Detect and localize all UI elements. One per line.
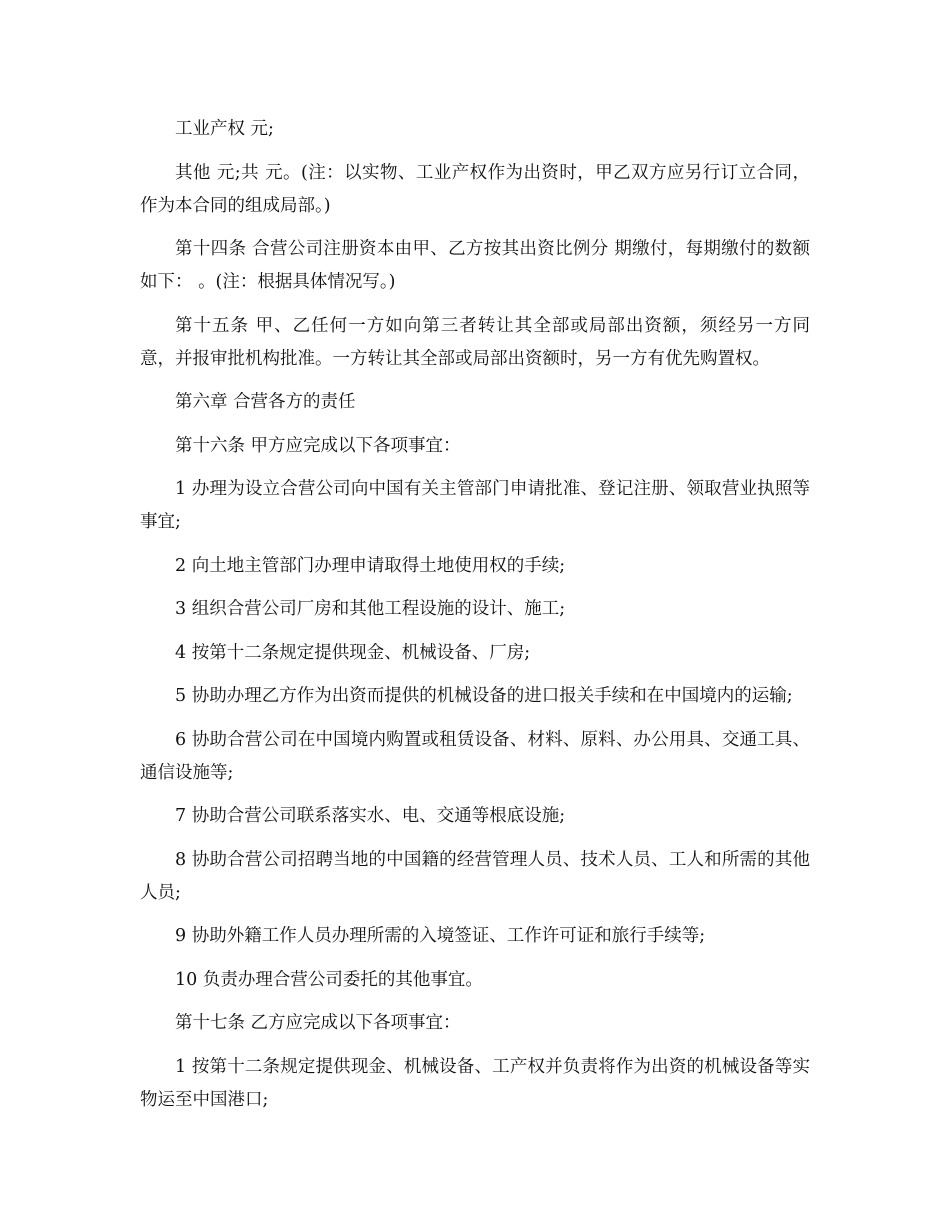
list-item-16-9: 9 协助外籍工作人员办理所需的入境签证、工作许可证和旅行手续等;: [175, 926, 706, 946]
paragraph-article-17: 第十七条 乙方应完成以下各项事宜：: [175, 1013, 461, 1033]
list-item-16-7: 7 协助合营公司联系落实水、电、交通等根底设施;: [175, 806, 566, 826]
list-item-16-6: 6 协助合营公司在中国境内购置或租赁设备、材料、原料、办公用具、交通工具、通信设施等;: [140, 729, 810, 783]
list-item-17-1: 1 按第十二条规定提供现金、机械设备、工产权并负责将作为出资的机械设备等实物运至中国港口;: [140, 1056, 810, 1110]
list-item-16-4: 4 按第十二条规定提供现金、机械设备、厂房;: [175, 642, 531, 663]
paragraph-article-15: 第十五条 甲、乙任何一方如向第三者转让其全部或局部出资额，须经另一方同意，并报审批机构批准。一方转让其全部或局部出资额时，另一方有优先购置权。: [140, 315, 810, 369]
list-item-16-2: 2 向土地主管部门办理申请取得土地使用权的手续;: [175, 555, 566, 576]
list-item-16-3: 3 组织合营公司厂房和其他工程设施的设计、施工;: [175, 599, 566, 619]
paragraph-industrial-property: 工业产权 元;: [175, 119, 274, 139]
document-body: [140, 113, 810, 1127]
list-item-16-1: 1 办理为设立合营公司向中国有关主管部门申请批准、登记注册、领取营业执照等事宜;: [140, 479, 810, 532]
paragraph-other-total: 其他 元;共 元。(注：以实物、工业产权作为出资时，甲乙双方应另行订立合同，作为本合同的组成局部。): [140, 162, 810, 216]
list-item-16-8: 8 协助合营公司招聘当地的中国籍的经营管理人员、技术人员、工人和所需的其他人员;: [140, 849, 810, 903]
list-item-16-5: 5 协助办理乙方作为出资而提供的机械设备的进口报关手续和在中国境内的运输;: [175, 686, 793, 706]
paragraph-article-16: 第十六条 甲方应完成以下各项事宜：: [175, 435, 461, 456]
chapter-6-heading: 第六章 合营各方的责任: [175, 392, 356, 412]
list-item-16-10: 10 负责办理合营公司委托的其他事宜。: [175, 969, 483, 990]
paragraph-article-14: 第十四条 合营公司注册资本由甲、乙方按其出资比例分 期缴付，每期缴付的数额如下： 。(注：根据具体情况写。): [140, 239, 810, 292]
